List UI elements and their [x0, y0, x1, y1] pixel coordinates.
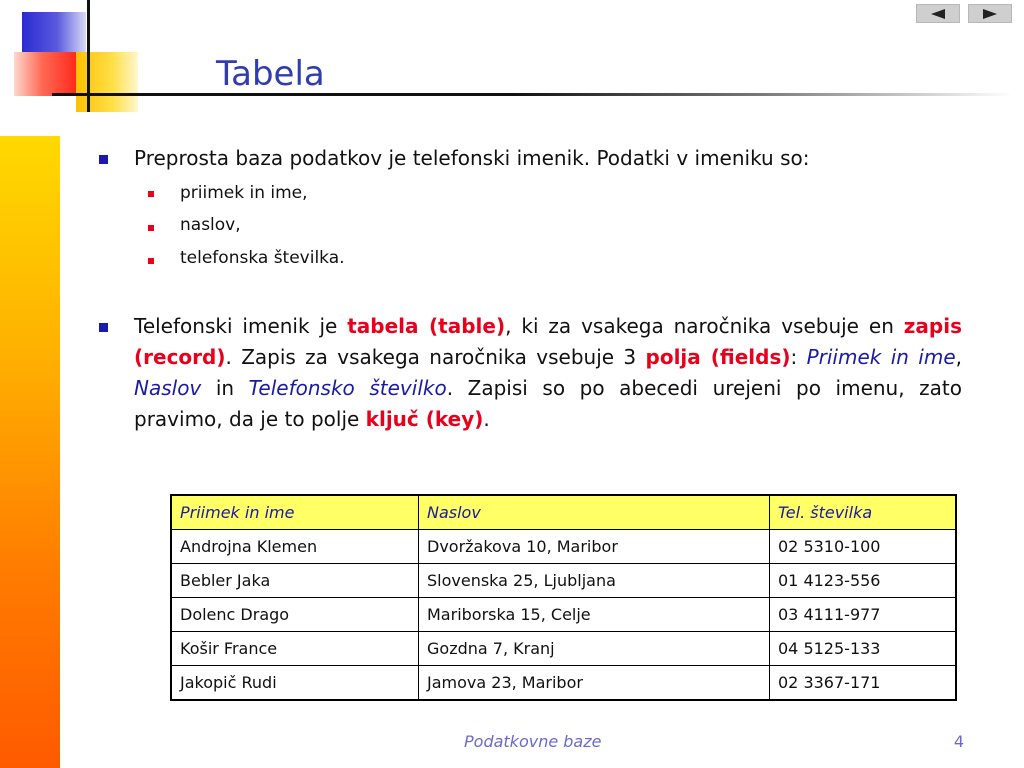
field-address: Naslov	[134, 376, 202, 400]
table-cell: Androjna Klemen	[171, 530, 419, 564]
paragraph-text: . Zapisi so po abecedi urejeni po imenu, zato pravimo, da je to polje	[134, 376, 962, 431]
title-underline-fade	[512, 93, 1012, 96]
table-cell: Dvoržakova 10, Maribor	[419, 530, 770, 564]
left-gradient-stripe	[0, 136, 60, 768]
table-row	[171, 632, 956, 666]
keyword-record: zapis (record)	[134, 314, 962, 369]
table-cell: Jamova 23, Maribor	[419, 666, 770, 701]
phonebook-table	[170, 494, 957, 701]
intro-bullet-text: Preprosta baza podatkov je telefonski imenik. Podatki v imeniku so:	[134, 146, 810, 170]
sub-bullet-text: naslov,	[180, 215, 241, 235]
sub-bullet-marker	[148, 258, 154, 264]
paragraph-text: :	[790, 345, 807, 369]
table-cell: Dolenc Drago	[171, 598, 419, 632]
sub-bullet-marker	[148, 191, 154, 197]
paragraph-text: ,	[955, 345, 962, 369]
table-cell: Slovenska 25, Ljubljana	[419, 564, 770, 598]
keyword-key: ključ (key)	[365, 407, 484, 431]
previous-slide-button[interactable]	[916, 4, 960, 23]
paragraph-text: in	[201, 376, 249, 400]
field-name: Priimek in ime	[806, 345, 956, 369]
table-cell: Mariborska 15, Celje	[419, 598, 770, 632]
table-row	[171, 666, 956, 701]
sub-bullet-text: priimek in ime,	[180, 183, 308, 203]
bullet-marker	[99, 323, 108, 332]
table-cell: 04 5125-133	[770, 632, 957, 666]
description-paragraph	[134, 311, 962, 435]
paragraph-text: . Zapis za vsakega naročnika vsebuje 3	[225, 345, 646, 369]
column-header: Priimek in ime	[171, 495, 419, 530]
paragraph-text: .	[483, 407, 490, 431]
bullet-marker	[99, 155, 108, 164]
column-header: Naslov	[419, 495, 770, 530]
table-cell: 01 4123-556	[770, 564, 957, 598]
triangle-right-icon	[983, 9, 997, 19]
paragraph-text: , ki za vsakega naročnika vsebuje en	[505, 314, 904, 338]
decorative-red-square	[14, 52, 76, 96]
table-cell: 03 4111-977	[770, 598, 957, 632]
table-cell: Košir France	[171, 632, 419, 666]
slide-title: Tabela	[216, 54, 325, 94]
sub-bullet-marker	[148, 225, 154, 231]
keyword-fields: polja (fields)	[645, 345, 791, 369]
table-cell: Bebler Jaka	[171, 564, 419, 598]
paragraph-text: Telefonski imenik je	[134, 314, 348, 338]
table-cell: Jakopič Rudi	[171, 666, 419, 701]
table-row	[171, 564, 956, 598]
table-cell: 02 5310-100	[770, 530, 957, 564]
next-slide-button[interactable]	[968, 4, 1012, 23]
slide-footer: Podatkovne baze	[464, 732, 602, 751]
column-header: Tel. številka	[770, 495, 957, 530]
page-number: 4	[953, 732, 964, 751]
sub-bullet-text: telefonska številka.	[180, 248, 345, 268]
field-phone: Telefonsko številko	[248, 376, 447, 400]
triangle-left-icon	[931, 9, 945, 19]
table-cell: 02 3367-171	[770, 666, 957, 701]
table-header-row	[171, 495, 956, 530]
table-row	[171, 598, 956, 632]
keyword-table: tabela (table)	[347, 314, 506, 338]
slide-navigation	[916, 4, 1012, 23]
table-cell: Gozdna 7, Kranj	[419, 632, 770, 666]
table-row	[171, 530, 956, 564]
decorative-yellow-square	[76, 52, 138, 112]
